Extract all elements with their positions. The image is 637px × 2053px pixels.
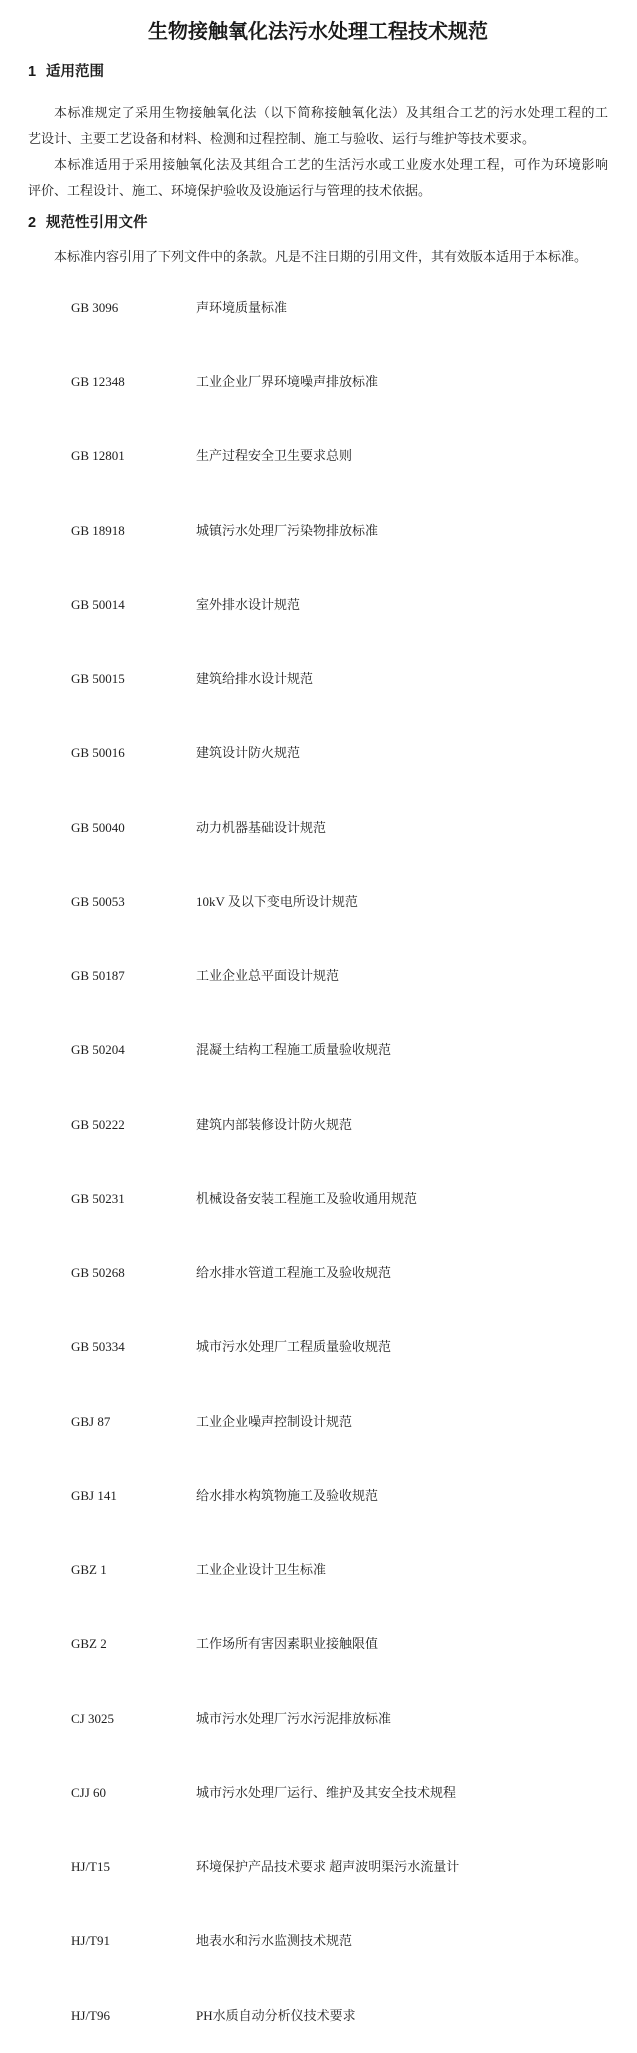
reference-row [58, 271, 608, 345]
section-heading-scope [28, 64, 608, 80]
section-number: 1 [28, 64, 37, 80]
reference-row [58, 1979, 608, 2053]
reference-row [58, 345, 608, 419]
section-heading-normative-references [28, 215, 608, 231]
reference-row [58, 1459, 608, 1533]
paragraph-line: 本标准适用于采用接触氧化法及其组合工艺的生活污水或工业废水处理工程，可作为环境影响 [54, 157, 608, 172]
reference-row [58, 939, 608, 1013]
reference-title: 工业企业总平面设计规范 [196, 968, 340, 983]
scope-paragraphs [28, 100, 608, 204]
reference-title: 城市污水处理厂工程质量验收规范 [196, 1339, 392, 1355]
reference-code: GB 50015 [71, 671, 125, 686]
reference-title: 机械设备安装工程施工及验收通用规范 [196, 1190, 418, 1206]
reference-code: HJ/T96 [71, 2007, 110, 2023]
reference-code: GB 50040 [71, 819, 125, 835]
reference-code: GBJ 141 [71, 1487, 117, 1503]
reference-code: GBZ 1 [71, 1562, 107, 1577]
document-title: 生物接触氧化法污水处理工程技术规范 [148, 21, 488, 43]
reference-title: 混凝土结构工程施工质量验收规范 [196, 1042, 392, 1058]
paragraph-line: 艺设计、主要工艺设备和材料、检测和过程控制、施工与验收、运行与维护等技术要求。 [28, 131, 536, 146]
reference-code: GB 50222 [71, 1116, 125, 1132]
reference-code: GB 50053 [71, 893, 125, 909]
reference-code: GB 3096 [71, 299, 119, 315]
reference-title: 工业企业厂界环境噪声排放标准 [196, 374, 379, 389]
reference-title: 建筑给排水设计规范 [196, 671, 314, 686]
reference-code: GB 18918 [71, 522, 125, 538]
reference-title: 城市污水处理厂污水污泥排放标准 [196, 1710, 392, 1726]
reference-title: 城市污水处理厂运行、维护及其安全技术规程 [196, 1784, 457, 1800]
section-heading-label: 规范性引用文件 [46, 215, 148, 231]
reference-row [58, 1236, 608, 1310]
reference-code: GB 50231 [71, 1190, 125, 1206]
reference-code: HJ/T91 [71, 1933, 110, 1949]
document-page [0, 21, 637, 2023]
reference-row [58, 1088, 608, 1162]
reference-row [58, 791, 608, 865]
reference-title: 工作场所有害因素职业接触限值 [196, 1636, 379, 1652]
reference-code: GB 50204 [71, 1042, 125, 1058]
reference-title: 环境保护产品技术要求 超声波明渠污水流量计 [196, 1859, 460, 1874]
reference-code: GBZ 2 [71, 1636, 107, 1652]
reference-row [58, 1905, 608, 1979]
reference-row [58, 494, 608, 568]
reference-title: 生产过程安全卫生要求总则 [196, 448, 353, 464]
reference-code: GB 12801 [71, 448, 125, 464]
reference-code: GB 50187 [71, 968, 125, 983]
reference-code: GB 50268 [71, 1265, 125, 1280]
reference-title: 地表水和污水监测技术规范 [196, 1933, 353, 1949]
reference-title: 声环境质量标准 [196, 299, 288, 315]
reference-title: 建筑设计防火规范 [196, 745, 301, 761]
reference-row [58, 1311, 608, 1385]
reference-title: 室外排水设计规范 [196, 596, 301, 612]
reference-row [58, 1756, 608, 1830]
reference-code: GB 50016 [71, 745, 125, 761]
reference-row [58, 420, 608, 494]
paragraph-line: 本标准规定了采用生物接触氧化法（以下简称接触氧化法）及其组合工艺的污水处理工程的工 [54, 105, 608, 120]
reference-code: CJ 3025 [71, 1710, 114, 1726]
reference-title: 城镇污水处理厂污染物排放标准 [196, 522, 379, 538]
reference-title: 动力机器基础设计规范 [196, 819, 327, 835]
reference-row [58, 1385, 608, 1459]
reference-title: 给水排水构筑物施工及验收规范 [196, 1487, 379, 1503]
reference-code: HJ/T15 [71, 1859, 110, 1874]
reference-list [28, 271, 608, 2053]
reference-row [58, 1162, 608, 1236]
reference-row [58, 1014, 608, 1088]
reference-row [58, 1533, 608, 1607]
reference-title: 工业企业设计卫生标准 [196, 1562, 327, 1577]
references-intro: 本标准内容引用了下列文件中的条款。凡是不注日期的引用文件，其有效版本适用于本标准。 [54, 249, 588, 264]
reference-code: CJJ 60 [71, 1784, 107, 1800]
reference-title: 工业企业噪声控制设计规范 [196, 1413, 353, 1429]
reference-row [58, 717, 608, 791]
section-heading-label: 适用范围 [46, 64, 104, 80]
reference-code: GB 50014 [71, 596, 125, 612]
reference-row [58, 568, 608, 642]
reference-code: GB 50334 [71, 1339, 125, 1355]
reference-row [58, 865, 608, 939]
reference-row [58, 1830, 608, 1904]
reference-code: GBJ 87 [71, 1413, 111, 1429]
reference-title: 给水排水管道工程施工及验收规范 [196, 1265, 392, 1280]
reference-row [58, 1682, 608, 1756]
reference-row [58, 1608, 608, 1682]
reference-title: 10kV 及以下变电所设计规范 [196, 893, 358, 909]
section-number: 2 [28, 215, 37, 231]
paragraph-line: 评价、工程设计、施工、环境保护验收及设施运行与管理的技术依据。 [28, 183, 432, 198]
reference-title: 建筑内部装修设计防火规范 [196, 1116, 353, 1132]
reference-code: GB 12348 [71, 374, 125, 389]
reference-title: PH水质自动分析仪技术要求 [196, 2007, 356, 2023]
reference-row [58, 642, 608, 716]
